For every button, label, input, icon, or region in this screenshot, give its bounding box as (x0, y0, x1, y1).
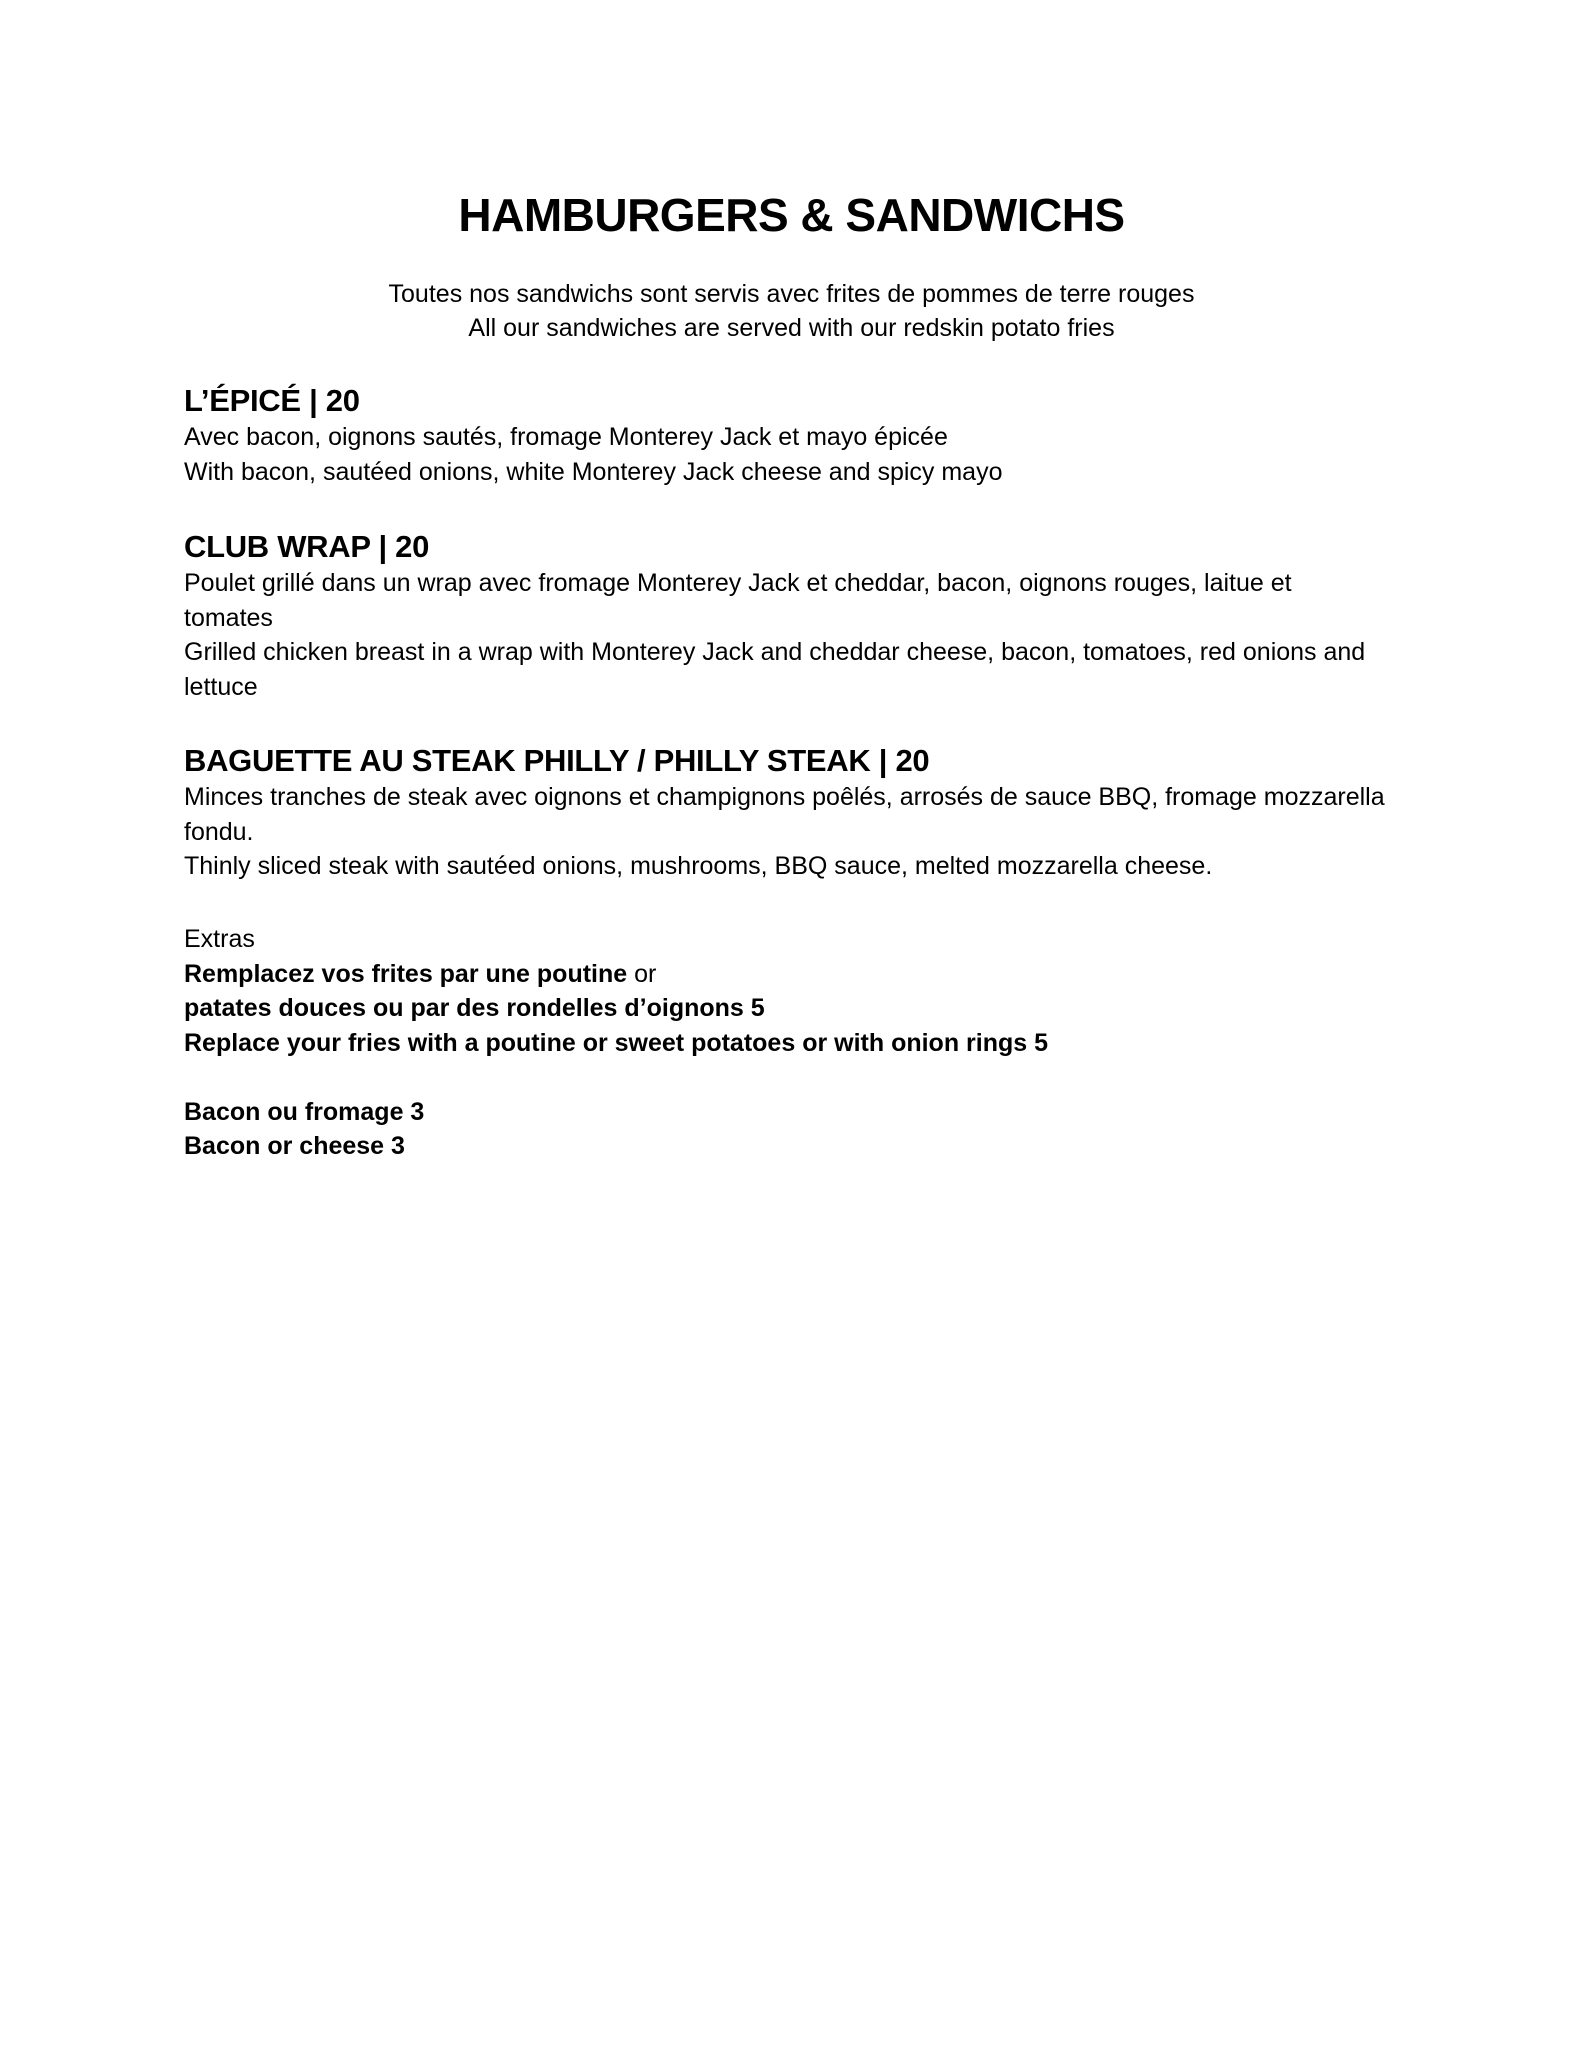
item-title: CLUB WRAP | 20 (184, 529, 430, 564)
extras-line-1 (184, 957, 1414, 992)
spacer (184, 1060, 1414, 1095)
page-title: HAMBURGERS & SANDWICHS (458, 189, 1125, 241)
extras-label: Extras (184, 925, 255, 953)
menu-item-epice (184, 382, 1414, 489)
extras-section (184, 922, 1414, 1164)
item-desc-fr: Avec bacon, oignons sautés, fromage Monterey Jack et mayo épicée (184, 423, 948, 451)
item-desc-en: Grilled chicken breast in a wrap with Monterey Jack and cheddar cheese, bacon, tomatoes, red onions and (184, 638, 1366, 666)
subtitle-en: All our sandwiches are served with our redskin potato fries (468, 314, 1115, 342)
extras-line-2: patates douces ou par des rondelles d’oignons 5 (184, 994, 765, 1022)
extras-line-3: Replace your fries with a poutine or sweet potatoes or with onion rings 5 (184, 1028, 1049, 1057)
extras-line-1-bold: Remplacez vos frites par une poutine (184, 959, 628, 988)
item-desc-en-cont: lettuce (184, 672, 258, 701)
item-desc-en: Thinly sliced steak with sautéed onions, mushrooms, BBQ sauce, melted mozzarella cheese. (184, 852, 1213, 880)
item-desc-fr-cont: tomates (184, 603, 273, 632)
subtitle-fr: Toutes nos sandwichs sont servis avec frites de pommes de terre rouges (388, 280, 1195, 308)
item-desc-fr: Poulet grillé dans un wrap avec fromage Monterey Jack et cheddar, bacon, oignons rouges, laitue et (184, 569, 1292, 597)
extras-line-5: Bacon or cheese 3 (184, 1132, 405, 1160)
item-title: BAGUETTE AU STEAK PHILLY / PHILLY STEAK | 20 (184, 743, 930, 778)
extras-line-4: Bacon ou fromage 3 (184, 1097, 425, 1126)
menu-item-club-wrap (184, 528, 1414, 704)
item-desc-en: With bacon, sautéed onions, white Monterey Jack cheese and spicy mayo (184, 457, 1003, 486)
extras-line-1-or: or (627, 959, 657, 988)
item-desc-fr: Minces tranches de steak avec oignons et champignons poêlés, arrosés de sauce BBQ, fromage mozzarella (184, 783, 1385, 811)
item-title: L’ÉPICÉ | 20 (184, 383, 360, 418)
menu-item-philly-steak (184, 742, 1414, 884)
item-desc-fr-cont: fondu. (184, 817, 254, 846)
